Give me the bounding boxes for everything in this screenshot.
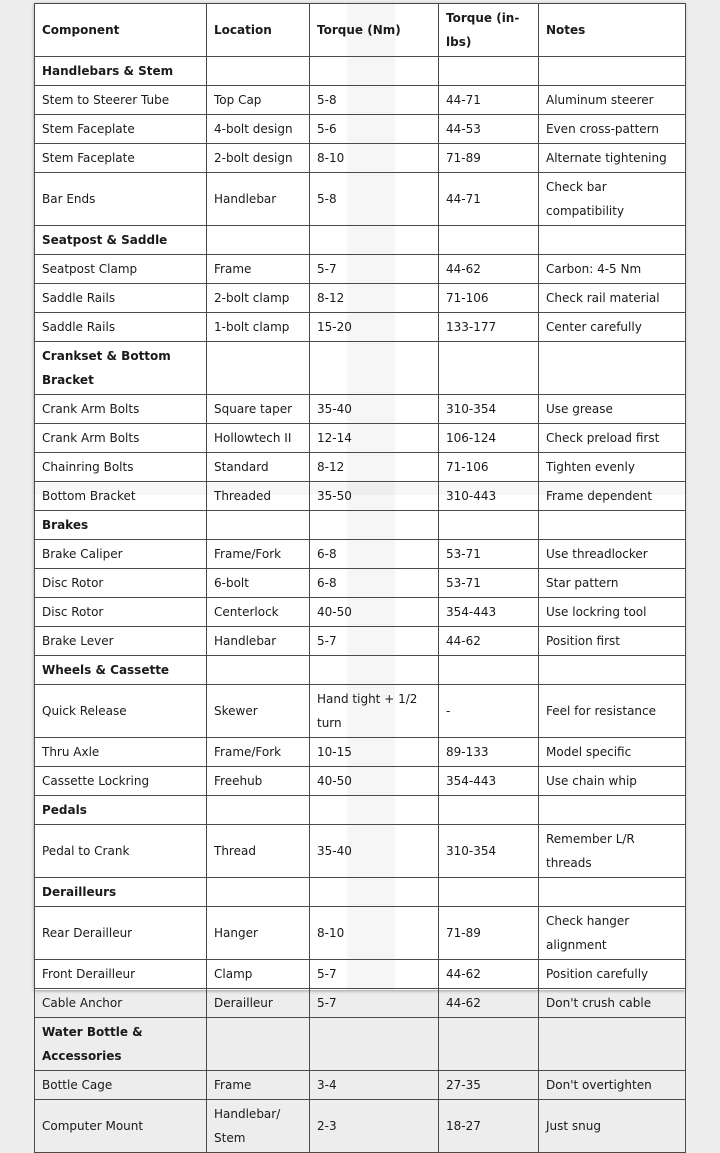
table-row bbox=[35, 825, 686, 878]
table-row bbox=[35, 1100, 686, 1153]
cell-torque-inlbs: 71-106 bbox=[439, 453, 539, 482]
table-row bbox=[35, 395, 686, 424]
cell-notes: Frame dependent bbox=[539, 482, 686, 511]
table-row bbox=[35, 482, 686, 511]
cell-torque-nm: 6-8 bbox=[310, 540, 439, 569]
section-header-row bbox=[35, 226, 686, 255]
table-row bbox=[35, 313, 686, 342]
table-row bbox=[35, 767, 686, 796]
section-empty-cell bbox=[207, 1018, 310, 1071]
cell-torque-nm: 40-50 bbox=[310, 767, 439, 796]
cell-torque-inlbs: 44-62 bbox=[439, 989, 539, 1018]
section-empty-cell bbox=[310, 1018, 439, 1071]
cell-location: Frame/Fork bbox=[207, 540, 310, 569]
cell-torque-nm: 15-20 bbox=[310, 313, 439, 342]
cell-torque-inlbs: 71-106 bbox=[439, 284, 539, 313]
cell-location: Frame/Fork bbox=[207, 738, 310, 767]
cell-component: Stem Faceplate bbox=[35, 115, 207, 144]
header-torque-nm: Torque (Nm) bbox=[310, 4, 439, 57]
cell-notes: Feel for resistance bbox=[539, 685, 686, 738]
cell-location: 1-bolt clamp bbox=[207, 313, 310, 342]
cell-torque-inlbs: 310-354 bbox=[439, 395, 539, 424]
section-title: Crankset & Bottom Bracket bbox=[35, 342, 207, 395]
cell-notes: Use lockring tool bbox=[539, 598, 686, 627]
table-row bbox=[35, 86, 686, 115]
cell-notes: Alternate tightening bbox=[539, 144, 686, 173]
section-empty-cell bbox=[439, 226, 539, 255]
cell-torque-inlbs: 44-62 bbox=[439, 960, 539, 989]
cell-component: Disc Rotor bbox=[35, 598, 207, 627]
cell-component: Saddle Rails bbox=[35, 284, 207, 313]
cell-torque-nm: 10-15 bbox=[310, 738, 439, 767]
cell-component: Thru Axle bbox=[35, 738, 207, 767]
section-empty-cell bbox=[207, 656, 310, 685]
cell-location: Frame bbox=[207, 1071, 310, 1100]
cell-notes: Check bar compatibility bbox=[539, 173, 686, 226]
cell-location: 2-bolt clamp bbox=[207, 284, 310, 313]
cell-notes: Position first bbox=[539, 627, 686, 656]
cell-location: Hollowtech II bbox=[207, 424, 310, 453]
document-page bbox=[34, 3, 685, 1145]
cell-location: Threaded bbox=[207, 482, 310, 511]
cell-torque-inlbs: 44-53 bbox=[439, 115, 539, 144]
section-header-row bbox=[35, 796, 686, 825]
header-torque-inlbs: Torque (in-lbs) bbox=[439, 4, 539, 57]
cell-torque-inlbs: 44-62 bbox=[439, 255, 539, 284]
section-empty-cell bbox=[207, 226, 310, 255]
section-header-row bbox=[35, 656, 686, 685]
cell-component: Brake Caliper bbox=[35, 540, 207, 569]
cell-component: Bottom Bracket bbox=[35, 482, 207, 511]
section-empty-cell bbox=[310, 878, 439, 907]
table-row bbox=[35, 960, 686, 989]
cell-torque-nm: 8-12 bbox=[310, 453, 439, 482]
cell-component: Rear Derailleur bbox=[35, 907, 207, 960]
cell-location: 2-bolt design bbox=[207, 144, 310, 173]
table-row bbox=[35, 1071, 686, 1100]
cell-location: Centerlock bbox=[207, 598, 310, 627]
cell-component: Seatpost Clamp bbox=[35, 255, 207, 284]
cell-location: Handlebar bbox=[207, 627, 310, 656]
cell-torque-inlbs: 106-124 bbox=[439, 424, 539, 453]
cell-notes: Star pattern bbox=[539, 569, 686, 598]
section-empty-cell bbox=[539, 878, 686, 907]
cell-torque-inlbs: 310-443 bbox=[439, 482, 539, 511]
cell-location: Hanger bbox=[207, 907, 310, 960]
torque-spec-table bbox=[34, 3, 686, 1153]
table-row bbox=[35, 540, 686, 569]
cell-component: Bar Ends bbox=[35, 173, 207, 226]
cell-notes: Center carefully bbox=[539, 313, 686, 342]
cell-torque-nm: 6-8 bbox=[310, 569, 439, 598]
cell-component: Crank Arm Bolts bbox=[35, 395, 207, 424]
section-empty-cell bbox=[539, 796, 686, 825]
cell-component: Stem Faceplate bbox=[35, 144, 207, 173]
section-title: Seatpost & Saddle bbox=[35, 226, 207, 255]
table-row bbox=[35, 569, 686, 598]
section-empty-cell bbox=[310, 57, 439, 86]
cell-notes: Just snug bbox=[539, 1100, 686, 1153]
cell-location: 6-bolt bbox=[207, 569, 310, 598]
cell-notes: Remember L/R threads bbox=[539, 825, 686, 878]
section-empty-cell bbox=[539, 1018, 686, 1071]
section-title: Handlebars & Stem bbox=[35, 57, 207, 86]
section-empty-cell bbox=[439, 342, 539, 395]
cell-location: Frame bbox=[207, 255, 310, 284]
section-empty-cell bbox=[207, 796, 310, 825]
cell-notes: Model specific bbox=[539, 738, 686, 767]
section-empty-cell bbox=[439, 796, 539, 825]
cell-notes: Check rail material bbox=[539, 284, 686, 313]
cell-torque-nm: 35-50 bbox=[310, 482, 439, 511]
cell-component: Bottle Cage bbox=[35, 1071, 207, 1100]
section-empty-cell bbox=[207, 342, 310, 395]
cell-torque-inlbs: 44-71 bbox=[439, 86, 539, 115]
table-row bbox=[35, 424, 686, 453]
cell-torque-nm: 5-7 bbox=[310, 960, 439, 989]
cell-torque-nm: 35-40 bbox=[310, 395, 439, 424]
cell-component: Brake Lever bbox=[35, 627, 207, 656]
section-title: Water Bottle & Accessories bbox=[35, 1018, 207, 1071]
cell-notes: Don't overtighten bbox=[539, 1071, 686, 1100]
cell-torque-inlbs: 44-71 bbox=[439, 173, 539, 226]
cell-location: Handlebar/ Stem bbox=[207, 1100, 310, 1153]
table-row bbox=[35, 738, 686, 767]
section-empty-cell bbox=[207, 57, 310, 86]
cell-torque-nm: 8-10 bbox=[310, 144, 439, 173]
section-header-row bbox=[35, 878, 686, 907]
cell-location: Standard bbox=[207, 453, 310, 482]
cell-location: Freehub bbox=[207, 767, 310, 796]
header-notes: Notes bbox=[539, 4, 686, 57]
section-header-row bbox=[35, 511, 686, 540]
cell-torque-nm: 5-7 bbox=[310, 255, 439, 284]
section-header-row bbox=[35, 342, 686, 395]
cell-component: Saddle Rails bbox=[35, 313, 207, 342]
section-empty-cell bbox=[539, 342, 686, 395]
header-location: Location bbox=[207, 4, 310, 57]
cell-component: Disc Rotor bbox=[35, 569, 207, 598]
cell-location: Clamp bbox=[207, 960, 310, 989]
section-empty-cell bbox=[439, 511, 539, 540]
cell-torque-inlbs: - bbox=[439, 685, 539, 738]
cell-location: 4-bolt design bbox=[207, 115, 310, 144]
cell-torque-inlbs: 18-27 bbox=[439, 1100, 539, 1153]
table-row bbox=[35, 115, 686, 144]
cell-notes: Position carefully bbox=[539, 960, 686, 989]
section-empty-cell bbox=[439, 656, 539, 685]
cell-notes: Even cross-pattern bbox=[539, 115, 686, 144]
section-empty-cell bbox=[310, 796, 439, 825]
cell-location: Handlebar bbox=[207, 173, 310, 226]
cell-torque-nm: Hand tight + 1/2 turn bbox=[310, 685, 439, 738]
section-empty-cell bbox=[207, 511, 310, 540]
cell-torque-nm: 2-3 bbox=[310, 1100, 439, 1153]
cell-component: Pedal to Crank bbox=[35, 825, 207, 878]
cell-torque-inlbs: 310-354 bbox=[439, 825, 539, 878]
table-row bbox=[35, 627, 686, 656]
cell-location: Derailleur bbox=[207, 989, 310, 1018]
cell-torque-nm: 3-4 bbox=[310, 1071, 439, 1100]
table-row bbox=[35, 144, 686, 173]
cell-location: Skewer bbox=[207, 685, 310, 738]
cell-torque-nm: 8-10 bbox=[310, 907, 439, 960]
section-empty-cell bbox=[310, 342, 439, 395]
cell-component: Cassette Lockring bbox=[35, 767, 207, 796]
cell-torque-inlbs: 53-71 bbox=[439, 540, 539, 569]
cell-torque-nm: 40-50 bbox=[310, 598, 439, 627]
cell-location: Square taper bbox=[207, 395, 310, 424]
cell-component: Computer Mount bbox=[35, 1100, 207, 1153]
cell-torque-nm: 5-6 bbox=[310, 115, 439, 144]
cell-component: Crank Arm Bolts bbox=[35, 424, 207, 453]
cell-location: Top Cap bbox=[207, 86, 310, 115]
section-empty-cell bbox=[310, 511, 439, 540]
section-empty-cell bbox=[207, 878, 310, 907]
section-empty-cell bbox=[439, 57, 539, 86]
cell-torque-nm: 5-8 bbox=[310, 173, 439, 226]
cell-notes: Use chain whip bbox=[539, 767, 686, 796]
cell-notes: Tighten evenly bbox=[539, 453, 686, 482]
cell-torque-inlbs: 27-35 bbox=[439, 1071, 539, 1100]
cell-notes: Don't crush cable bbox=[539, 989, 686, 1018]
section-empty-cell bbox=[539, 511, 686, 540]
section-empty-cell bbox=[539, 226, 686, 255]
cell-torque-nm: 8-12 bbox=[310, 284, 439, 313]
cell-component: Quick Release bbox=[35, 685, 207, 738]
cell-component: Front Derailleur bbox=[35, 960, 207, 989]
cell-torque-inlbs: 71-89 bbox=[439, 907, 539, 960]
cell-torque-nm: 5-7 bbox=[310, 627, 439, 656]
table-row bbox=[35, 685, 686, 738]
table-row bbox=[35, 598, 686, 627]
cell-location: Thread bbox=[207, 825, 310, 878]
section-title: Pedals bbox=[35, 796, 207, 825]
cell-component: Stem to Steerer Tube bbox=[35, 86, 207, 115]
section-title: Wheels & Cassette bbox=[35, 656, 207, 685]
section-empty-cell bbox=[539, 57, 686, 86]
cell-notes: Check preload first bbox=[539, 424, 686, 453]
cell-torque-nm: 35-40 bbox=[310, 825, 439, 878]
section-empty-cell bbox=[539, 656, 686, 685]
cell-torque-inlbs: 133-177 bbox=[439, 313, 539, 342]
table-header-row bbox=[35, 4, 686, 57]
table-row bbox=[35, 989, 686, 1018]
cell-torque-nm: 12-14 bbox=[310, 424, 439, 453]
section-empty-cell bbox=[310, 656, 439, 685]
section-empty-cell bbox=[439, 878, 539, 907]
cell-torque-inlbs: 354-443 bbox=[439, 767, 539, 796]
table-row bbox=[35, 453, 686, 482]
section-title: Derailleurs bbox=[35, 878, 207, 907]
section-empty-cell bbox=[439, 1018, 539, 1071]
table-row bbox=[35, 173, 686, 226]
table-body bbox=[35, 57, 686, 1153]
section-empty-cell bbox=[310, 226, 439, 255]
table-row bbox=[35, 284, 686, 313]
section-header-row bbox=[35, 1018, 686, 1071]
cell-component: Cable Anchor bbox=[35, 989, 207, 1018]
cell-notes: Use threadlocker bbox=[539, 540, 686, 569]
table-row bbox=[35, 907, 686, 960]
cell-notes: Aluminum steerer bbox=[539, 86, 686, 115]
cell-notes: Check hanger alignment bbox=[539, 907, 686, 960]
section-header-row bbox=[35, 57, 686, 86]
cell-torque-inlbs: 354-443 bbox=[439, 598, 539, 627]
cell-torque-inlbs: 44-62 bbox=[439, 627, 539, 656]
cell-torque-inlbs: 53-71 bbox=[439, 569, 539, 598]
cell-torque-nm: 5-8 bbox=[310, 86, 439, 115]
section-title: Brakes bbox=[35, 511, 207, 540]
cell-torque-inlbs: 71-89 bbox=[439, 144, 539, 173]
cell-torque-inlbs: 89-133 bbox=[439, 738, 539, 767]
cell-component: Chainring Bolts bbox=[35, 453, 207, 482]
table-row bbox=[35, 255, 686, 284]
cell-torque-nm: 5-7 bbox=[310, 989, 439, 1018]
cell-notes: Carbon: 4-5 Nm bbox=[539, 255, 686, 284]
header-component: Component bbox=[35, 4, 207, 57]
cell-notes: Use grease bbox=[539, 395, 686, 424]
